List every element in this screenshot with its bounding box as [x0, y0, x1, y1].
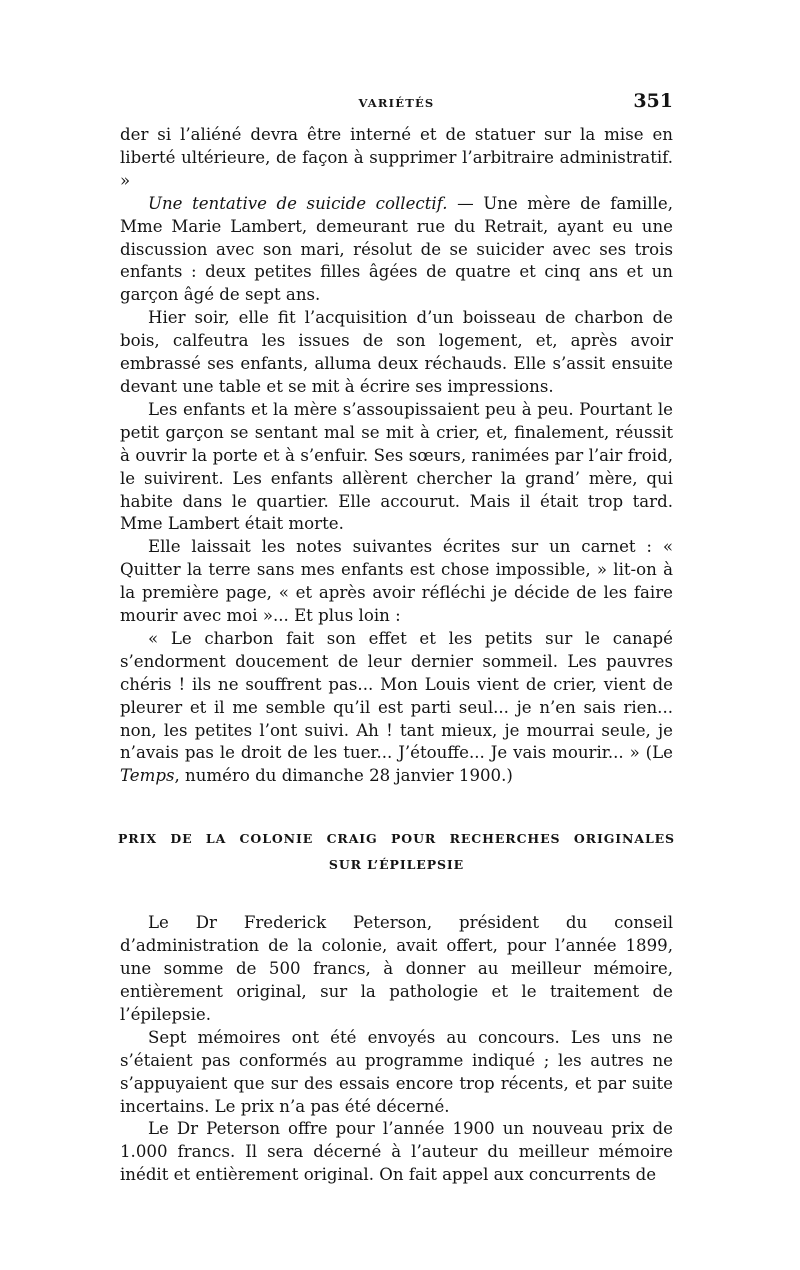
section-title-line-2: SUR L’ÉPILEPSIE	[328, 857, 465, 873]
running-head	[120, 92, 673, 124]
article-prix-colonie-craig	[120, 912, 673, 1187]
paragraph-text: — Une mère de famille, Mme Marie Lambert, demeurant rue du Retrait, ayant eu une discussion avec son mari, résolut de se suicider avec ses trois enfants : deux petites filles âgées de quatre et cinq ans et un garçon âgé de sept ans.	[120, 193, 673, 305]
paragraph: Elle laissait les notes suivantes écrites sur un carnet : « Quitter la terre sans mes enfants est chose impossible, » lit-on à la première page, « et après avoir réfléchi je décide de les faire mourir avec moi »... Et plus loin :	[120, 537, 673, 626]
quote-text: « Le charbon fait son effet et les petits sur le canapé s’endorment doucement de leur dernier sommeil. Les pauvres chéris ! ils ne souffrent pas... Mon Louis vient de crier, vient de pleurer et il me semble qu’il est parti seul... je n’en sais rien... non, les petites l’ont suivi. Ah ! tant mieux, je mourrai seule, je n’avais pas le droit de les tuer... J’étouffe... Je vais mourir... » (Le	[120, 628, 673, 763]
section-title-line-1: PRIX DE LA COLONIE CRAIG POUR RECHERCHES ORIGINALES	[118, 831, 675, 847]
source-title: Temps	[120, 766, 175, 786]
paragraph	[120, 193, 673, 308]
paragraph	[120, 628, 673, 788]
paragraph: Le Dr Peterson offre pour l’année 1900 un nouveau prix de 1.000 francs. Il sera décerné à l’auteur du meilleur mémoire inédit et entièrement original. On fait appel aux concurrents de	[120, 1119, 673, 1185]
section-title	[120, 826, 673, 878]
article-heading: Une tentative de suicide collectif.	[148, 193, 448, 213]
paragraph: Sept mémoires ont été envoyés au concours. Les uns ne s’étaient pas conformés au programme indiqué ; les autres ne s’appuyaient que sur des essais encore trop récents, et par suite incertains. Le prix n’a pas été décerné.	[120, 1027, 673, 1116]
running-title: VARIÉTÉS	[358, 96, 435, 110]
page-number: 351	[633, 90, 673, 112]
citation-text: , numéro du dimanche 28 janvier 1900.)	[174, 766, 513, 786]
article-suicide-collectif	[120, 124, 673, 788]
paragraph: Le Dr Frederick Peterson, président du conseil d’administration de la colonie, avait offert, pour l’année 1899, une somme de 500 francs, à donner au meilleur mémoire, entièrement original, sur la pathologie et le traitement de l’épilepsie.	[120, 913, 673, 1024]
paragraph: der si l’aliéné devra être interné et de statuer sur la mise en liberté ultérieure, de façon à supprimer l’arbitraire administratif. »	[120, 125, 673, 190]
paragraph: Hier soir, elle fit l’acquisition d’un boisseau de charbon de bois, calfeutra les issues de son logement, et, après avoir embrassé ses enfants, alluma deux réchauds. Elle s’assit ensuite devant une table et se mit à écrire ses impressions.	[120, 308, 673, 396]
paragraph: Les enfants et la mère s’assoupissaient peu à peu. Pourtant le petit garçon se sentant mal se mit à crier, et, finalement, réussit à ouvrir la porte et à s’enfuir. Ses sœurs, ranimées par l’air froid, le suivirent. Les enfants allèrent chercher la grand’ mère, qui habite dans le quartier. Elle accourut. Mais il était trop tard. Mme Lambert était morte.	[120, 399, 673, 534]
book-page	[120, 92, 673, 1187]
